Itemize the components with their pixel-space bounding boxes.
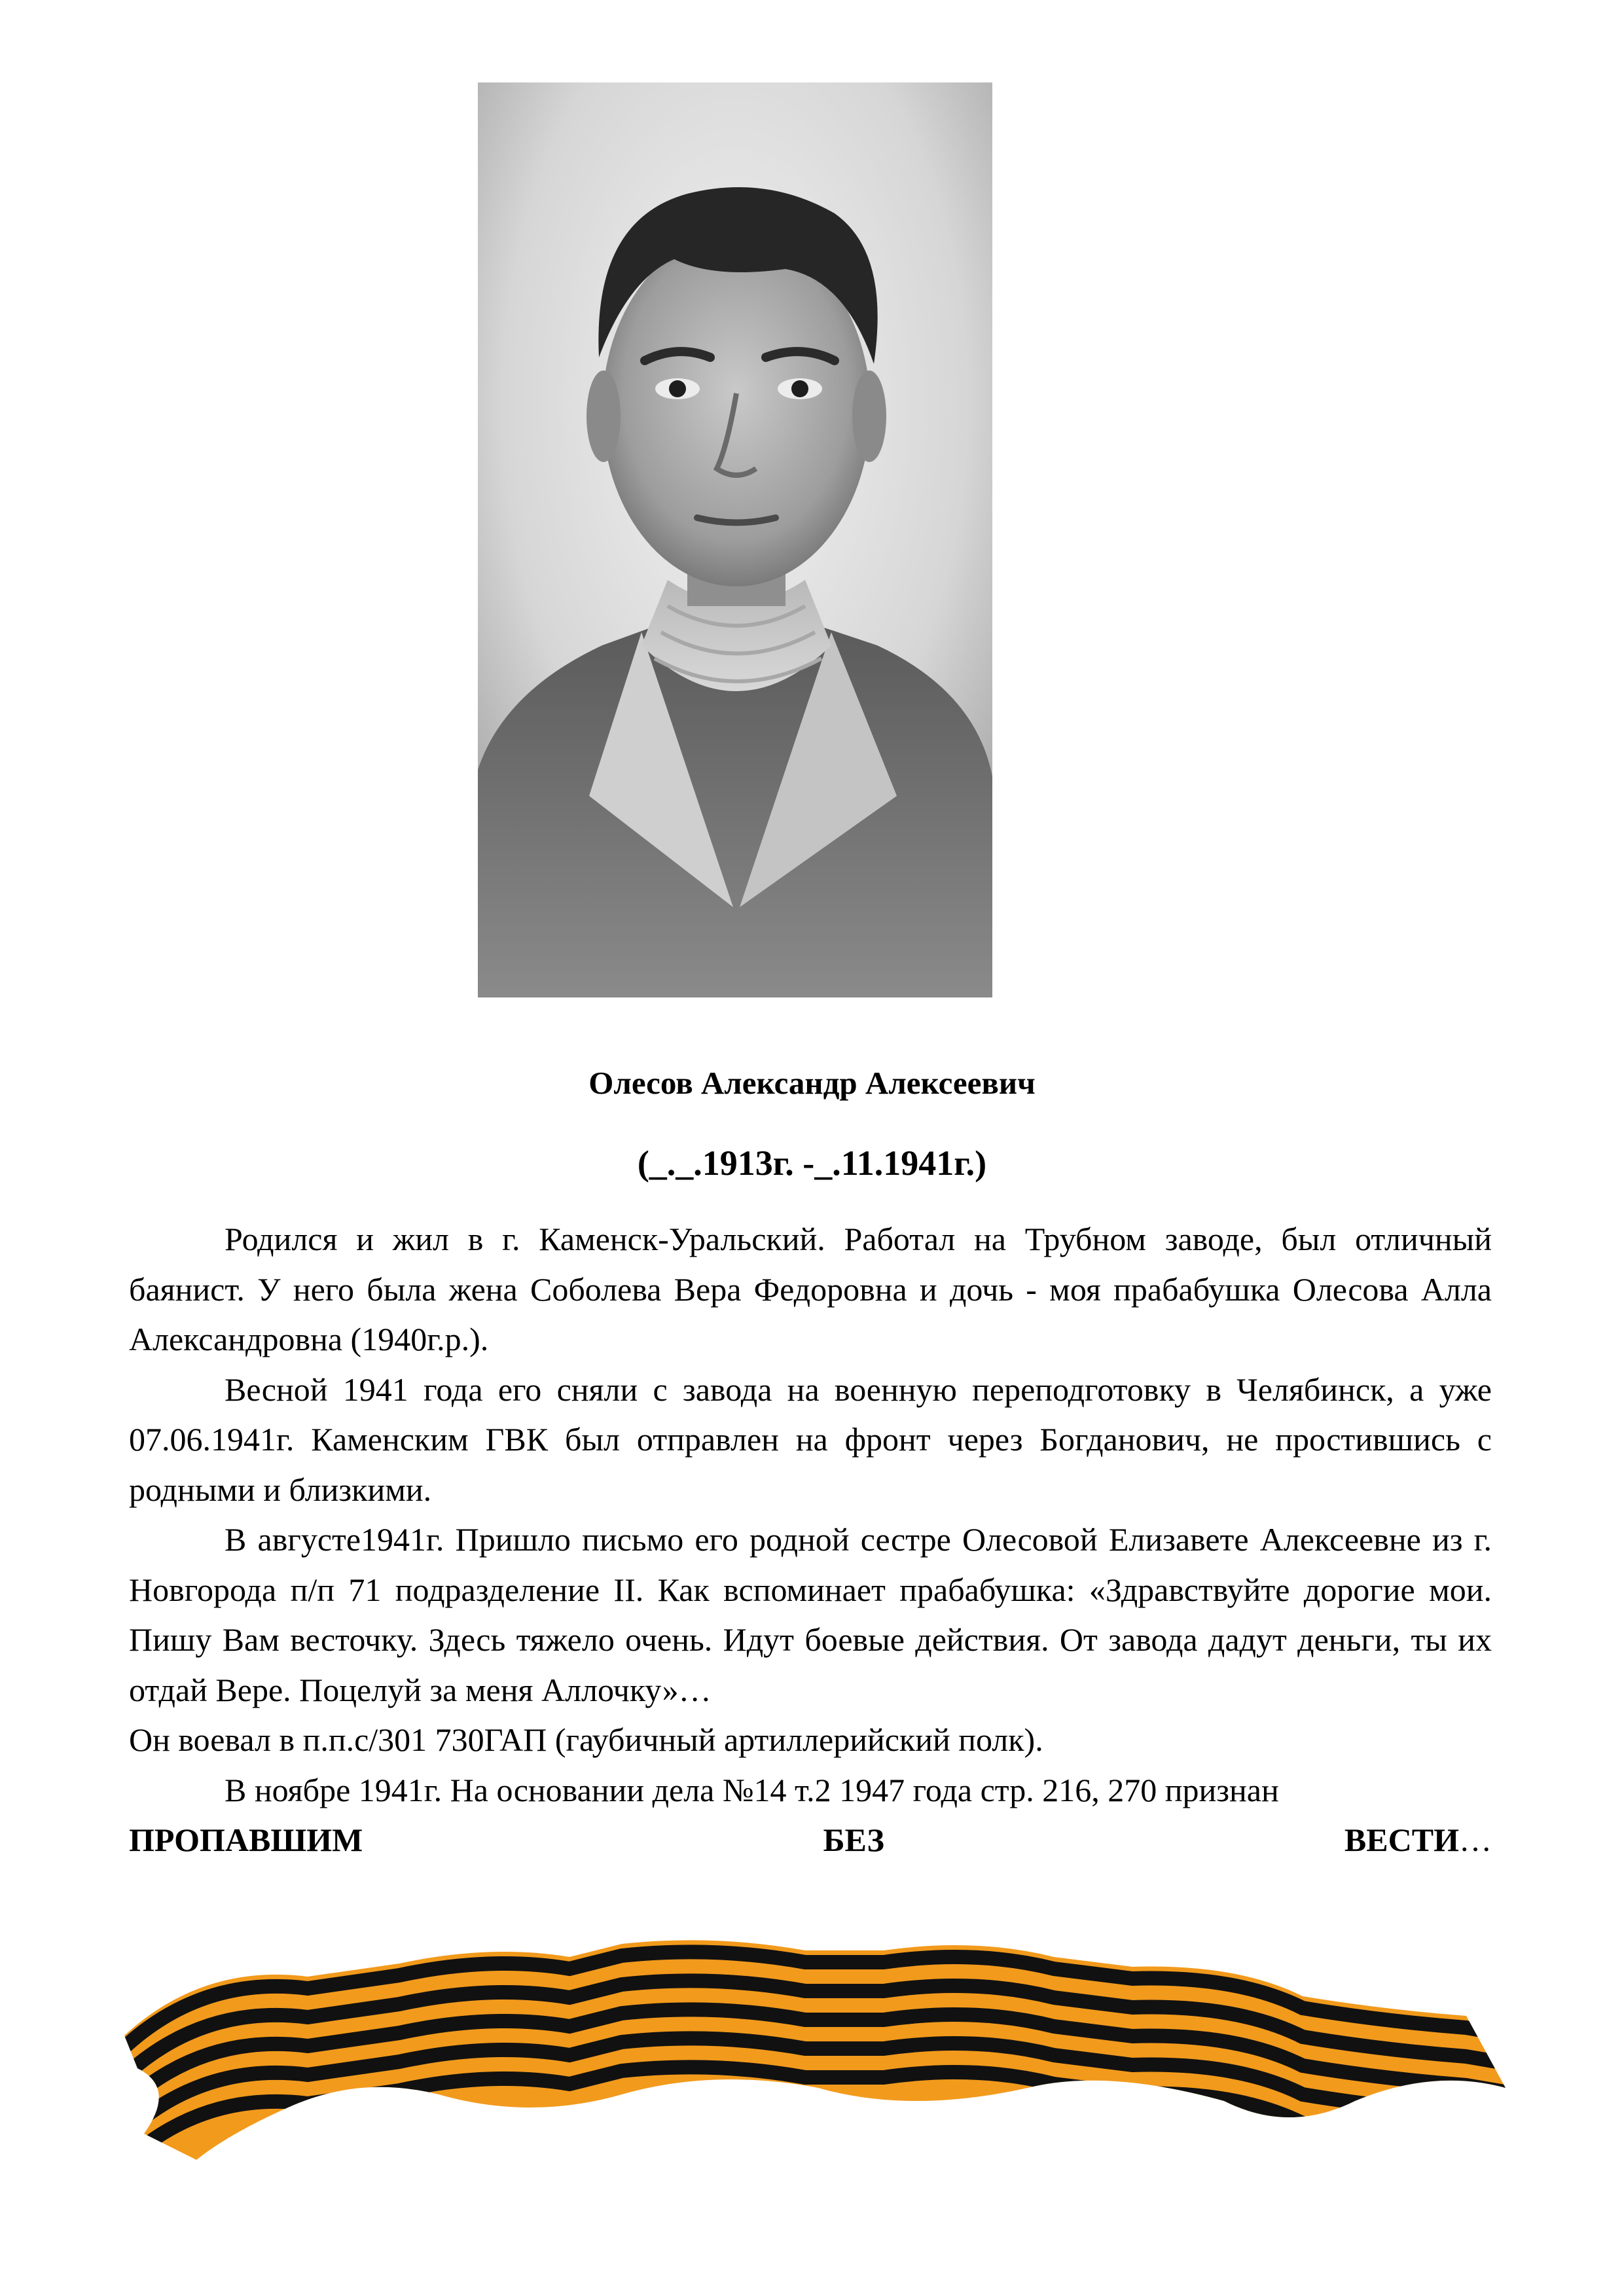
missing-status-line (129, 1815, 1492, 1865)
trace-word-group (1344, 1815, 1492, 1865)
biography-paragraph: Родился и жил в г. Каменск-Уральский. Работал на Трубном заводе, был отличный баянист. У него была жена Соболева Вера Федоровна и дочь - моя прабабушка Олесова Алла Александровна (1940г.р.). (129, 1221, 1492, 1357)
biography-paragraph: В августе1941г. Пришло письмо его родной сестре Олесовой Елизавете Алексеевне из г. Новгорода п/п 71 подразделение II. Как вспоминает прабабушка: «Здравствуйте дорогие мои. Пишу Вам весточку. Здесь тяжело очень. Идут боевые действия. От завода дадут деньги, ты их отдай Вере. Поцелуй за меня Аллочку»… (129, 1521, 1492, 1708)
biography-text (129, 1214, 1492, 1865)
biography-paragraph: Он воевал в п.п.с/301 730ГАП (гаубичный артиллерийский полк). (129, 1721, 1043, 1758)
portrait-photo (478, 82, 992, 997)
trace-word: ВЕСТИ (1344, 1821, 1459, 1858)
st-george-ribbon-decoration (124, 1937, 1512, 2160)
man-portrait-photo (478, 82, 992, 997)
life-dates: (_._.1913г. -_.11.1941г.) (637, 1143, 987, 1183)
ellipsis: … (1458, 1821, 1492, 1858)
without-word: БЕЗ (823, 1821, 884, 1858)
biography-paragraph: Весной 1941 года его сняли с завода на военную переподготовку в Челябинск, а уже 07.06.1941г. Каменским ГВК был отправлен на фронт через Богданович, не простившись с родными и близкими. (129, 1371, 1492, 1508)
st-george-ribbon-icon (124, 1937, 1512, 2160)
missing-word: ПРОПАВШИМ (129, 1821, 363, 1858)
person-name: Олесов Александр Алексеевич (588, 1065, 1036, 1101)
biography-paragraph: В ноябре 1941г. На основании дела №14 т.2 1947 года стр. 216, 270 признан (225, 1771, 1279, 1808)
